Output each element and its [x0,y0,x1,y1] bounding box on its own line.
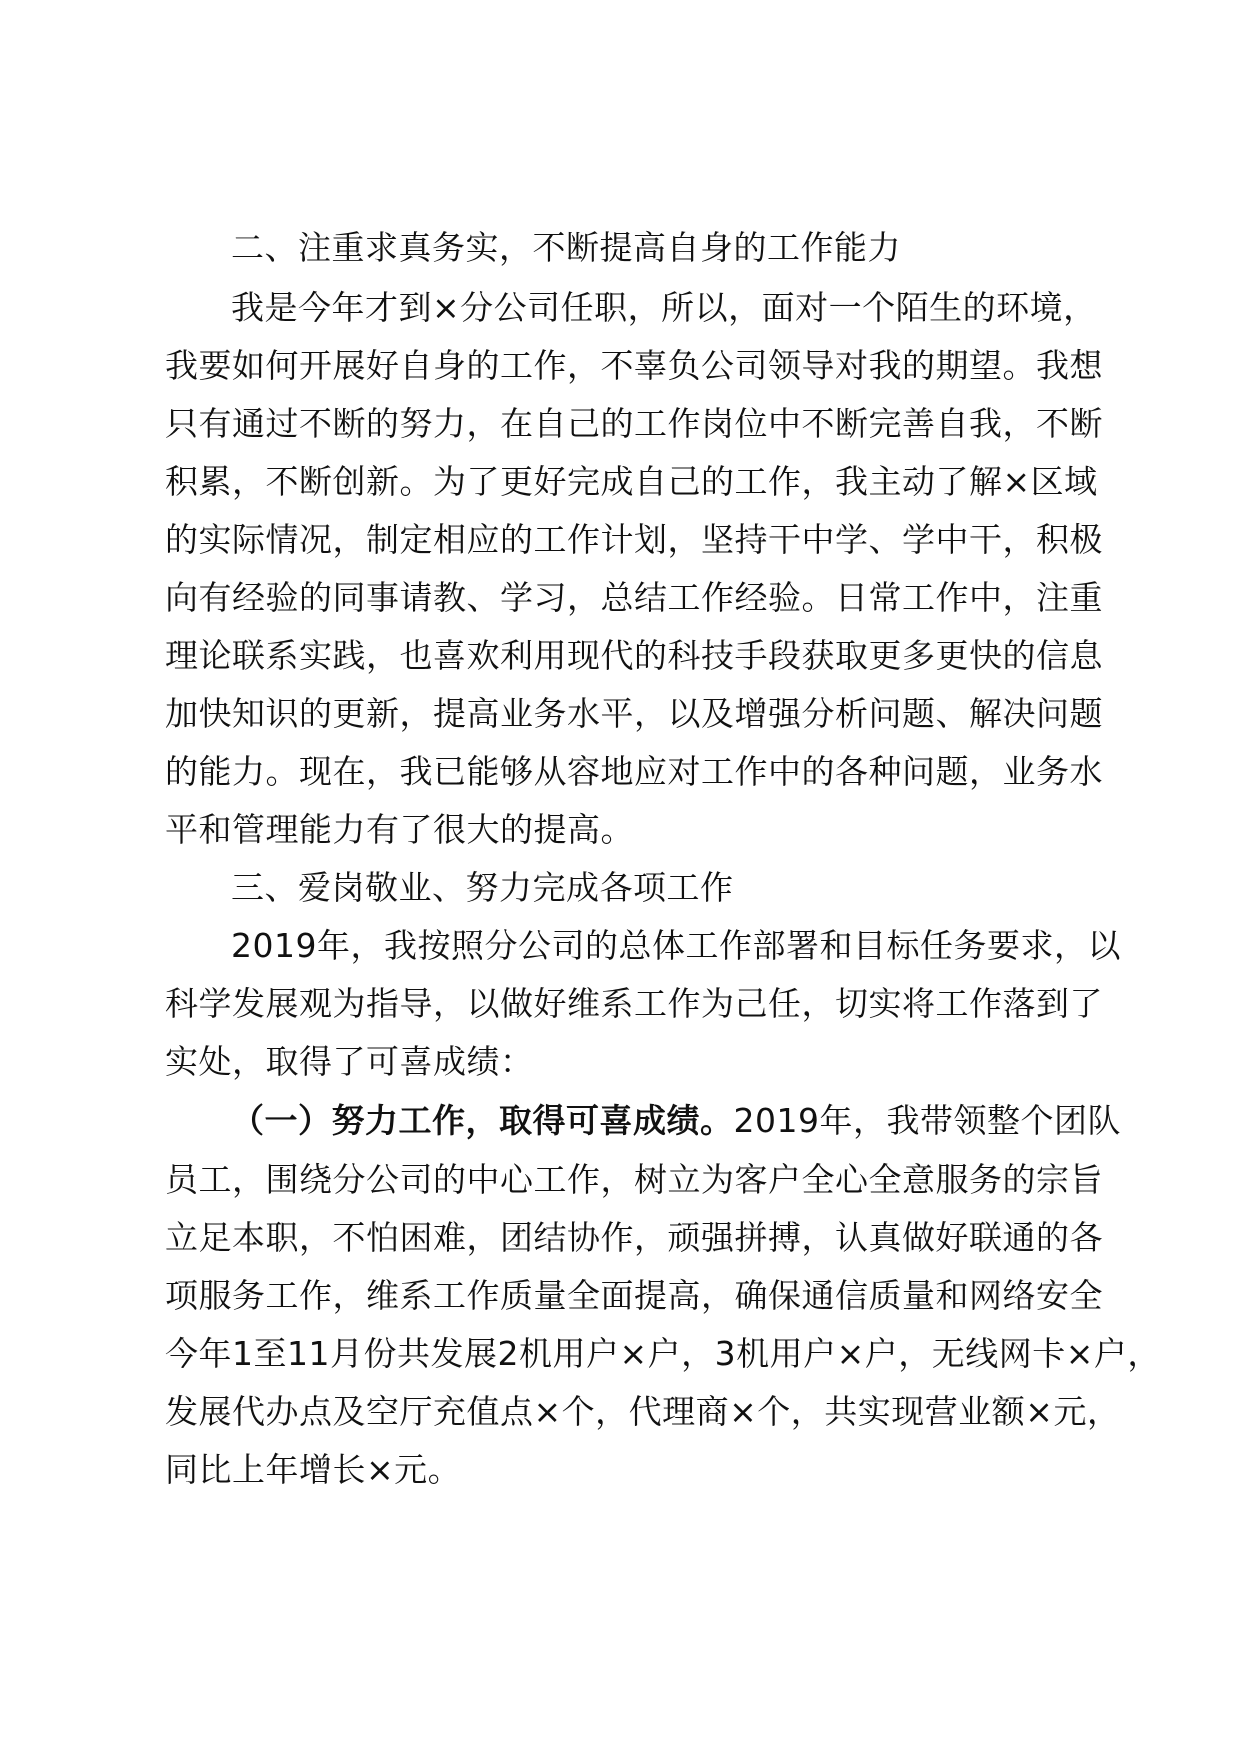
paragraph-line: 只有通过不断的努力，在自己的工作岗位中不断完善自我，不断 [165,404,1103,443]
paragraph-line: 向有经验的同事请教、学习，总结工作经验。日常工作中，注重 [165,578,1103,617]
paragraph-line: 项服务工作，维系工作质量全面提高，确保通信质量和网络安全 [165,1276,1103,1315]
paragraph-line: 理论联系实践，也喜欢利用现代的科技手段获取更多更快的信息 [165,636,1103,675]
paragraph-line: 加快知识的更新，提高业务水平，以及增强分析问题、解决问题 [165,694,1103,733]
paragraph-line: 员工，围绕分公司的中心工作，树立为客户全心全意服务的宗旨 [165,1160,1103,1199]
paragraph-line: 立足本职，不怕困难，团结协作，顽强拼搏，认真做好联通的各 [165,1218,1103,1257]
paragraph-line: 发展代办点及空厅充值点×个，代理商×个，共实现营业额×元， [165,1392,1121,1431]
paragraph-line: 我是今年才到×分公司任职，所以，面对一个陌生的环境， [231,288,1097,327]
paragraph-line: 我要如何开展好自身的工作，不辜负公司领导对我的期望。我想 [165,346,1103,385]
section-heading-3: 三、爱岗敬业、努力完成各项工作 [231,868,734,907]
paragraph-line: 的能力。现在，我已能够从容地应对工作中的各种问题，业务水 [165,752,1103,791]
subsection-heading: （一）努力工作，取得可喜成绩。 [231,1101,734,1140]
subsection-line [231,1096,1125,1146]
paragraph-line: 的实际情况，制定相应的工作计划，坚持干中学、学中干，积极 [165,520,1103,559]
section-heading-2: 二、注重求真务实，不断提高自身的工作能力 [231,228,901,267]
paragraph-line: 实处，取得了可喜成绩： [165,1042,534,1081]
paragraph-line: 科学发展观为指导，以做好维系工作为己任，切实将工作落到了 [165,984,1103,1023]
paragraph-line: 2019年，我按照分公司的总体工作部署和目标任务要求，以 [231,926,1121,965]
paragraph-line: 同比上年增长×元。 [165,1450,462,1489]
subsection-text: 2019年，我带领整个团队 [733,1101,1121,1140]
paragraph-line: 今年1至11月份共发展2机用户×户，3机用户×户，无线网卡×户， [165,1334,1161,1373]
paragraph-line: 平和管理能力有了很大的提高。 [165,810,634,849]
paragraph-line: 积累，不断创新。为了更好完成自己的工作，我主动了解×区域 [165,462,1098,501]
